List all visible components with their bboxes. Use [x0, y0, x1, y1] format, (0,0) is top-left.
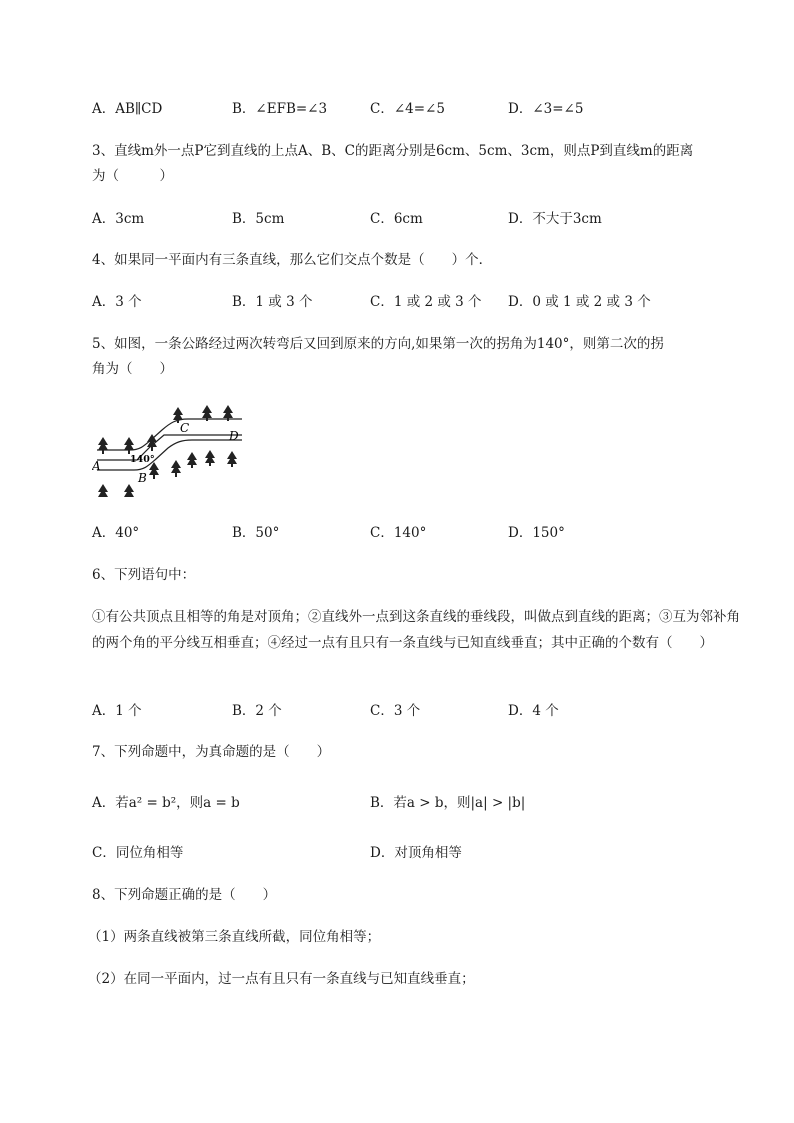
tree-icon	[227, 451, 237, 467]
q3-stem-line1: 3、直线m外一点P它到直线的上点A、B、C的距离分别是6cm、5cm、3cm，则点P到直线m的距离	[92, 143, 694, 159]
q5-stem-line1: 5、如图，一条公路经过两次转弯后又回到原来的方向,如果第一次的拐角为140°，则第二次的拐	[92, 336, 664, 352]
q5-option-c: C．140°	[370, 525, 427, 541]
tree-icon	[124, 437, 134, 454]
q4-option-a: A．3 个	[92, 294, 142, 310]
q6-option-c: C．3 个	[370, 703, 421, 719]
q8-item-2: （2）在同一平面内，过一点有且只有一条直线与已知直线垂直；	[88, 971, 475, 987]
tree-icon	[171, 460, 181, 477]
q5-option-b: B．50°	[232, 525, 280, 541]
tree-icon	[124, 484, 134, 497]
q7-option-b: B．若a > b，则|a| > |b|	[370, 795, 526, 811]
road-figure	[92, 402, 252, 502]
q3-option-a: A．3cm	[92, 211, 145, 227]
q6-stem: 6、下列语句中：	[92, 567, 196, 583]
q7-option-c: C．同位角相等	[92, 845, 184, 861]
q3-option-c: C．6cm	[370, 211, 423, 227]
figure-label-c: C	[180, 421, 190, 435]
q3-stem-line2: 为（ ）	[92, 168, 173, 184]
figure-label-b: B	[138, 471, 147, 485]
q2-option-d: D．∠3=∠5	[508, 101, 584, 117]
q5-option-d: D．150°	[508, 525, 565, 541]
tree-icon	[98, 437, 108, 454]
q6-option-a: A．1 个	[92, 703, 142, 719]
q4-option-c: C．1 或 2 或 3 个	[370, 294, 482, 310]
q4-stem: 4、如果同一平面内有三条直线，那么它们交点个数是（ ）个．	[92, 252, 493, 268]
tree-icon	[187, 452, 197, 468]
figure-label-d: D	[229, 429, 239, 443]
q3-option-b: B．5cm	[232, 211, 285, 227]
q4-option-b: B．1 或 3 个	[232, 294, 313, 310]
q7-option-d: D．对顶角相等	[370, 845, 462, 861]
q2-option-a: A．AB∥CD	[92, 101, 163, 117]
q8-item-1: （1）两条直线被第三条直线所截，同位角相等；	[88, 929, 381, 945]
q7-option-a: A．若a² = b²，则a = b	[92, 795, 240, 811]
q6-option-d: D．4 个	[508, 703, 559, 719]
figure-label-a: A	[92, 459, 101, 473]
road-lower-edge	[97, 440, 242, 470]
q6-body: ①有公共顶点且相等的角是对顶角；②直线外一点到这条直线的垂线段，叫做点到直线的距离；③互为邻补角的两个角的平分线互相垂直；④经过一点有且只有一条直线与已知直线垂直；其中正确的个数有（ ）	[92, 609, 740, 651]
q5-option-a: A．40°	[92, 525, 140, 541]
q7-stem: 7、下列命题中，为真命题的是（ ）	[92, 744, 331, 760]
q5-stem-line2: 角为（ ）	[92, 361, 173, 377]
q8-stem: 8、下列命题正确的是（ ）	[92, 887, 277, 903]
figure-angle-label: 140°	[130, 454, 155, 465]
q6-option-b: B．2 个	[232, 703, 282, 719]
tree-icon	[98, 484, 108, 497]
tree-icon	[205, 450, 215, 466]
q4-option-d: D．0 或 1 或 2 或 3 个	[508, 294, 651, 310]
q2-option-c: C．∠4=∠5	[370, 101, 445, 117]
q3-option-d: D．不大于3cm	[508, 211, 602, 227]
q2-option-b: B．∠EFB=∠3	[232, 101, 328, 117]
